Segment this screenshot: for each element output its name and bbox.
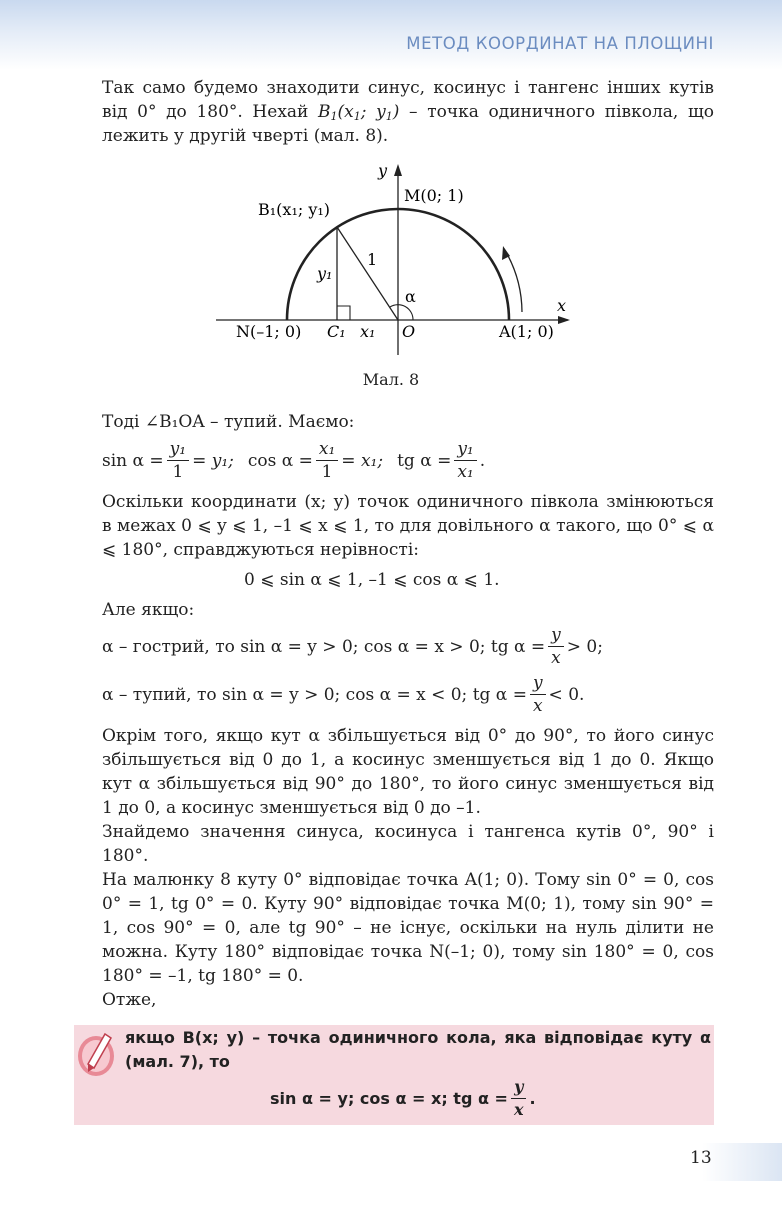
fraction-y1-x1: $\frac{\text{y₁}}{\text{x₁}}$: [454, 438, 476, 483]
fraction-y-x-acute: $\frac{y}{x}$: [548, 624, 564, 669]
coords-paragraph: Оскільки координати (x; y) точок одиничного півкола змінюються в межах 0 ⩽ y ⩽ 1, –1 ⩽ x ⩽ 1, то для довільного α такого, що 0° ⩽ α ⩽ 180°, справджуються нерівності:: [102, 492, 714, 560]
label-a: A(1; 0): [499, 322, 554, 341]
intro-after: – точка одиничного півкола, що лежить у другій чверті (мал. 8).: [102, 102, 715, 146]
rule-fraction-y-x: $\frac{y}{x}$: [511, 1076, 527, 1121]
find-values-paragraph: Знайдемо значення синуса, косинуса і тангенса кутів 0°, 90° і 180°.: [102, 822, 714, 866]
intro-before: Так само будемо знаходити синус, косинус і тангенс інших кутів від 0° до 180°. Нехай: [102, 78, 714, 122]
label-c1: C₁: [327, 322, 346, 341]
chapter-header: МЕТОД КООРДИНАТ НА ПЛОЩИНІ: [406, 34, 714, 53]
therefore-label: Отже,: [102, 990, 157, 1010]
label-x: x: [557, 296, 567, 315]
obtuse-end: < 0.: [548, 684, 585, 705]
inequalities: 0 ⩽ sin α ⩽ 1, –1 ⩽ cos α ⩽ 1.: [244, 570, 500, 590]
unit-semicircle-figure: [0, 0, 782, 370]
sin-lhs: sin α =: [102, 450, 164, 471]
rule-formula: [270, 1076, 536, 1121]
obtuse-text: α – тупий, то sin α = y > 0; cos α = x < 0; tg α =: [102, 684, 527, 705]
label-x1: x₁: [360, 322, 376, 341]
label-radius: 1: [367, 250, 378, 269]
x-axis-arrow: [558, 316, 570, 324]
special-angles-paragraph: На малюнку 8 куту 0° відповідає точка A(1; 0). Тому sin 0° = 0, cos 0° = 1, tg 0° = 0. Куту 90° відповідає точка M(0; 1), тому sin 90° = 1, cos 90° = 0, але tg 90° – не існує, оскільки на нуль ділити не можна. Куту 180° відповідає точка N(–1; 0), тому sin 180° = 0, cos 180° = –1, tg 180° = 0.: [102, 870, 714, 986]
rule-formula-text: sin α = y; cos α = x; tg α =: [270, 1089, 508, 1108]
point-b1: $B_1(x_1$; $y_1$): [318, 102, 400, 123]
trig-definitions: sin α = $\frac{\text{y₁}}{1}$ = y₁; cos α = $\frac{\text{x₁}}{1}$ = x₁; tg α = $\frac{\text{y₁}}{\text{x₁}}$ .: [102, 439, 486, 482]
label-alpha: α: [405, 287, 416, 306]
acute-end: > 0;: [566, 636, 603, 657]
pencil-icon: [76, 1030, 118, 1078]
angle-statement: Тоді ∠B₁OA – тупий. Маємо:: [102, 412, 355, 432]
rule-statement: якщо B(x; y) – точка одиничного кола, яка відповідає куту α (мал. 7), то: [125, 1028, 711, 1071]
cos-lhs: cos α =: [247, 450, 313, 471]
label-y: y: [378, 161, 388, 180]
but-if-label: Але якщо:: [102, 600, 195, 620]
label-o: O: [402, 322, 416, 341]
sin-rhs: = y₁;: [192, 450, 234, 471]
label-b1: B₁(x₁; y₁): [258, 200, 331, 219]
acute-text: α – гострий, то sin α = y > 0; cos α = x > 0; tg α =: [102, 636, 546, 657]
page-corner-band: [702, 1143, 782, 1181]
rule-formula-end: .: [529, 1089, 536, 1108]
acute-case: [102, 624, 603, 669]
label-n: N(–1; 0): [236, 322, 302, 341]
label-y1: y₁: [317, 264, 333, 283]
page-number: 13: [690, 1148, 712, 1168]
obtuse-case: [102, 672, 584, 717]
label-m: M(0; 1): [404, 186, 464, 205]
right-angle-mark: [337, 306, 350, 320]
y-axis-arrow: [394, 164, 402, 176]
cos-rhs: = x₁;: [341, 450, 384, 471]
tg-lhs: tg α =: [397, 450, 452, 471]
fraction-x1-1: $\frac{\text{x₁}}{1}$: [316, 438, 338, 483]
fraction-y-x-obtuse: $\frac{y}{x}$: [530, 672, 546, 717]
monotonic-paragraph: Окрім того, якщо кут α збільшується від 0° до 90°, то його синус збільшується від 0 до 1, а косинус зменшується від 1 до 0. Якщо кут α збільшується від 90° до 180°, то його синус зменшується від 1 до 0, а косинус зменшується від 0 до –1.: [102, 726, 714, 818]
figure-caption: Мал. 8: [362, 370, 420, 389]
fraction-y1-1: $\frac{\text{y₁}}{1}$: [167, 438, 189, 483]
